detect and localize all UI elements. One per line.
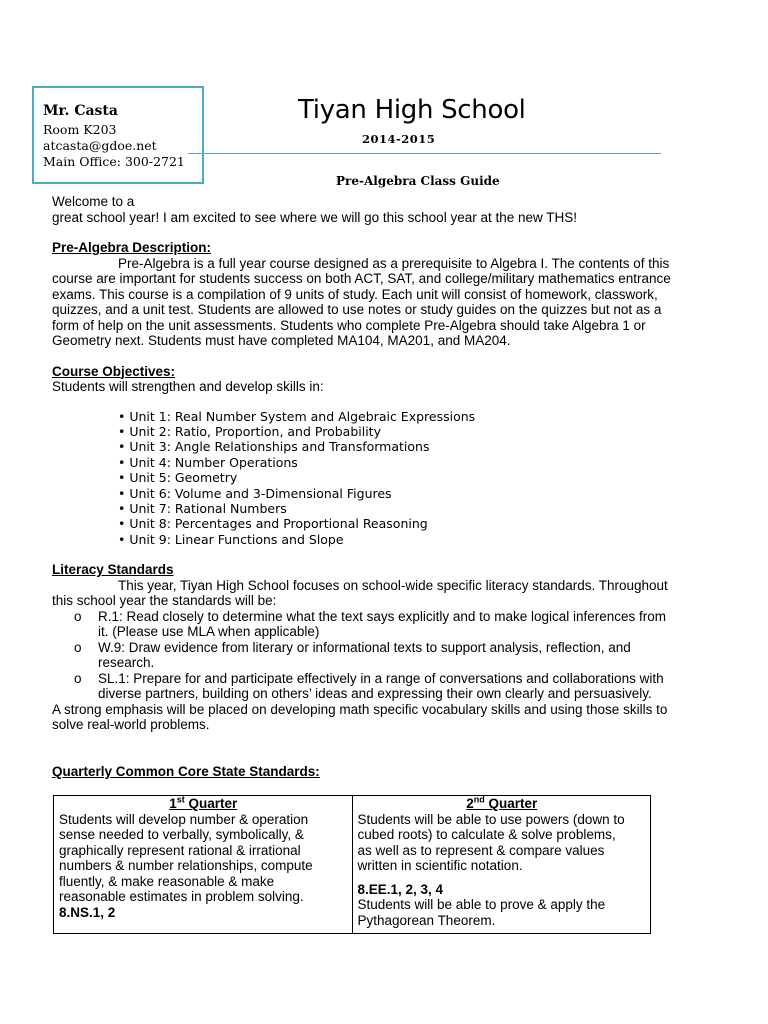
description-line: form of help on the unit assessments. Students who complete Pre-Algebra should take Algebra 1 or bbox=[52, 317, 646, 333]
description-line: Pre-Algebra is a full year course designed as a prerequisite to Algebra I. The contents of this bbox=[118, 255, 670, 271]
description-heading: Pre-Algebra Description: bbox=[52, 240, 212, 255]
literacy-heading: Literacy Standards bbox=[52, 562, 174, 578]
q2-text-line: Students will be able to use powers (down to bbox=[357, 811, 625, 827]
literacy-standard bbox=[52, 671, 712, 702]
unit-item: • Unit 3: Angle Relationships and Transformations bbox=[118, 439, 712, 454]
description-line: Geometry next. Students must have completed MA104, MA201, and MA204. bbox=[52, 333, 511, 348]
unit-list bbox=[52, 409, 712, 548]
unit-item: • Unit 2: Ratio, Proportion, and Probability bbox=[118, 424, 712, 439]
literacy-intro-2: this school year the standards will be: bbox=[52, 593, 277, 609]
quarterly-heading: Quarterly Common Core State Standards: bbox=[52, 763, 320, 779]
description-line: exams. This course is a compilation of 9 units of study. Each unit will consist of homework, classwork, bbox=[52, 286, 658, 302]
unit-item: • Unit 5: Geometry bbox=[118, 470, 712, 485]
literacy-intro-1: This year, Tiyan High School focuses on school-wide specific literacy standards. Throughout bbox=[118, 577, 668, 593]
literacy-standards-list bbox=[52, 609, 712, 702]
standard-line: SL.1: Prepare for and participate effectively in a range of conversations and collaborations with bbox=[98, 670, 664, 686]
q2-text-line: as well as to represent & compare values bbox=[357, 842, 605, 858]
literacy-outro-1: A strong emphasis will be placed on developing math specific vocabulary skills and using those skills to bbox=[52, 701, 668, 717]
unit-item: • Unit 4: Number Operations bbox=[118, 455, 712, 470]
teacher-name: Mr. Casta bbox=[43, 103, 118, 119]
standard-line: W.9: Draw evidence from literary or informational texts to support analysis, reflection, and bbox=[98, 639, 631, 655]
q2-text-line: cubed roots) to calculate & solve problems, bbox=[357, 827, 616, 842]
hollow-bullet-icon: o bbox=[74, 639, 82, 655]
literacy-outro-2: solve real-world problems. bbox=[52, 717, 210, 733]
standard-line: R.1: Read closely to determine what the text says explicitly and to make logical inferences from bbox=[98, 608, 667, 624]
q1-header: 1st Quarter bbox=[169, 794, 238, 811]
teacher-email: atcasta@gdoe.net bbox=[43, 138, 157, 153]
quarterly-standards-table bbox=[53, 795, 651, 934]
q2-cell bbox=[352, 796, 651, 934]
hollow-bullet-icon: o bbox=[74, 608, 82, 624]
unit-item: • Unit 9: Linear Functions and Slope bbox=[118, 532, 712, 547]
school-title: Tiyan High School bbox=[298, 95, 526, 125]
objectives-intro: Students will strengthen and develop skills in: bbox=[52, 379, 324, 394]
standard-line: diverse partners, building on others’ ideas and expressing their own clearly and persuasively. bbox=[98, 686, 652, 702]
literacy-standard bbox=[52, 640, 712, 671]
q1-text-line: sense needed to verbally, symbolically, & bbox=[59, 827, 304, 842]
q2-text-line: Pythagorean Theorem. bbox=[357, 912, 496, 928]
header-rule bbox=[188, 153, 661, 154]
q1-text-line: reasonable estimates in problem solving. bbox=[59, 889, 304, 904]
q2-text-line: written in scientific notation. bbox=[357, 858, 523, 873]
welcome-line-2: great school year! I am excited to see where we will go this school year at the new THS! bbox=[52, 209, 578, 225]
q1-cell bbox=[54, 796, 353, 934]
welcome-line-1: Welcome to a bbox=[52, 194, 135, 209]
teacher-info-box bbox=[32, 86, 204, 184]
unit-item: • Unit 8: Percentages and Proportional Reasoning bbox=[118, 516, 712, 531]
unit-item: • Unit 1: Real Number System and Algebraic Expressions bbox=[118, 409, 712, 424]
literacy-standard bbox=[52, 609, 712, 640]
q1-text-line: Students will develop number & operation bbox=[59, 811, 309, 827]
q1-text-line: numbers & number relationships, compute bbox=[59, 858, 313, 873]
school-year: 2014-2015 bbox=[362, 132, 436, 146]
q2-header: 2nd Quarter bbox=[466, 794, 538, 811]
q2-text-line: Students will be able to prove & apply the bbox=[357, 897, 606, 912]
unit-item: • Unit 6: Volume and 3-Dimensional Figures bbox=[118, 486, 712, 501]
standard-line: it. (Please use MLA when applicable) bbox=[98, 624, 320, 640]
description-line: quizzes, and a unit test. Students are allowed to use notes or study guides on the quizzes but not as a bbox=[52, 302, 662, 317]
q2-code: 8.EE.1, 2, 3, 4 bbox=[357, 881, 444, 897]
document-body bbox=[52, 194, 712, 779]
standard-line: research. bbox=[98, 655, 155, 671]
description-line: course are important for students success on both ACT, SAT, and college/military mathematics entrance bbox=[52, 271, 671, 286]
teacher-office: Main Office: 300-2721 bbox=[43, 154, 185, 169]
guide-title: Pre-Algebra Class Guide bbox=[336, 174, 500, 188]
objectives-heading: Course Objectives: bbox=[52, 363, 176, 379]
q1-code: 8.NS.1, 2 bbox=[59, 904, 116, 920]
unit-item: • Unit 7: Rational Numbers bbox=[118, 501, 712, 516]
hollow-bullet-icon: o bbox=[74, 670, 82, 686]
q1-text-line: fluently, & make reasonable & make bbox=[59, 873, 275, 889]
teacher-room: Room K203 bbox=[43, 122, 117, 137]
table-row bbox=[54, 796, 651, 934]
q1-text-line: graphically represent rational & irrational bbox=[59, 842, 301, 858]
